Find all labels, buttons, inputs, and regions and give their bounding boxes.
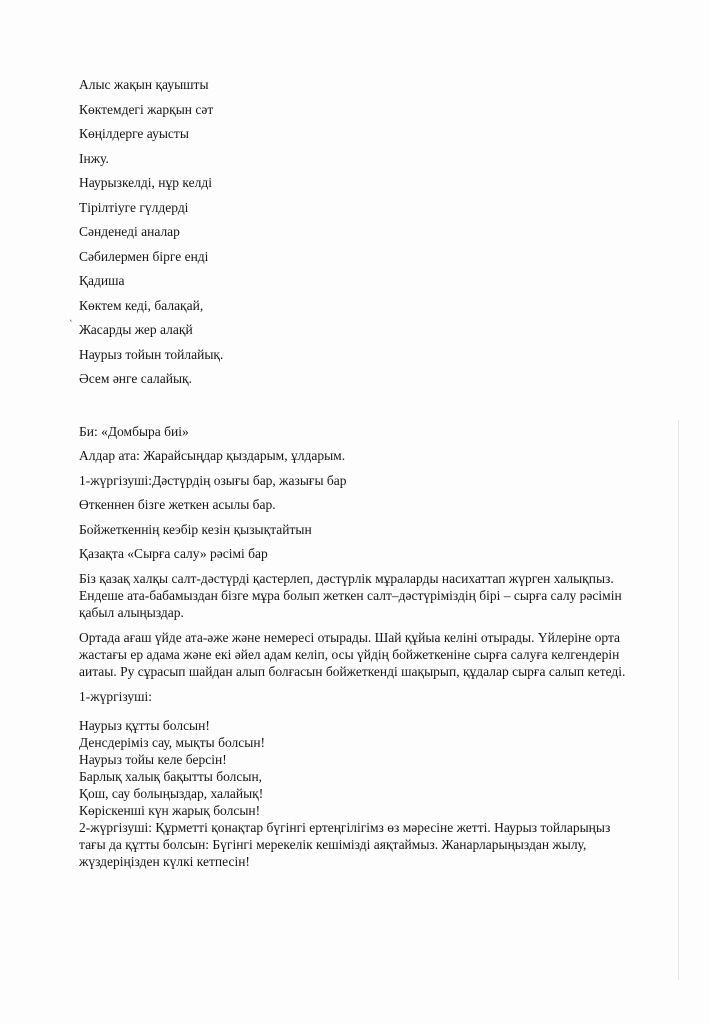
poem-line: Көңілдерге ауысты — [79, 126, 189, 141]
closing-paragraph: 2-жүргізуші: Құрметті қонақтар бүгінгі ертеңгілігімз өз мәресіне жетті. Наурыз тойларыңыз тағы да құтты болсын: Бүгінгі мерекелік кешімізді аяқтаймыз. Жанарларыңыздан жылу, жүздеріңізден күлкі кетпесін! — [79, 819, 611, 869]
poem-line: Көктемдегі жарқын сәт — [79, 101, 214, 117]
document-body — [79, 76, 639, 870]
poem-line: Жасарды жер алақй — [79, 322, 193, 337]
script-section — [79, 423, 639, 563]
paragraph: Біз қазақ халқы салт-дәстүрді қастерлеп, дәстүрлік мұраларды насихаттап жүрген халықпыз. Ендеше ата-бабамыздан бізге мұра болып жеткен салт–дәстүріміздің бірі – сырға салу рәсімін қабыл алыңыздар. — [79, 570, 622, 620]
poem-line: Көріскенші күн жарық болсын! — [79, 802, 261, 818]
speaker-name: Інжу. — [79, 150, 109, 166]
script-line: Қазақта «Сырға салу» рәсімі бар — [79, 546, 268, 561]
dance-heading: Би: «Домбыра биі» — [79, 423, 189, 439]
poem-line: Тірілтіуге гүлдерді — [79, 199, 189, 215]
speaker-name: Қадиша — [79, 273, 125, 288]
poem-line: Наурыз тойын тойлайық. — [79, 346, 224, 362]
poem-line: Қош, сау болыңыздар, халайық! — [79, 785, 264, 801]
paragraph: Ортада ағаш үйде ата-әже және немересі отырады. Шай құйыа келіні отырады. Үйлеріне орта жастағы ер адама және екі әйел адам келіп, осы үйдің бойжеткеніне сырға салуға келгендерін аитаы. Ру сұрасып шайдан алып болғасын бойжеткенді шақырып, құдалар сырға салып кетеді. — [79, 629, 626, 679]
poem-line: Көктем кеді, балақай, — [79, 297, 204, 313]
poem-line: Наурызкелді, нұр келді — [79, 175, 212, 190]
speaker-label: 1-жүргізуші: — [79, 688, 153, 704]
poem-stanza-1 — [79, 76, 639, 387]
scan-edge-shadow — [678, 420, 679, 980]
poem-line: Денсдеріміз сау, мықты болсын! — [79, 734, 266, 750]
poem-line: Алыс жақын қауышты — [79, 77, 209, 92]
poem-line: Барлық халық бақытты болсын, — [79, 768, 263, 784]
poem-line: Наурыз құтты болсын! — [79, 717, 210, 733]
script-line: Өткеннен бізге жеткен асылы бар. — [79, 497, 276, 512]
script-line: Алдар ата: Жарайсыңдар қыздарым, ұлдарым. — [79, 448, 346, 463]
poem-line: Наурыз тойы келе берсін! — [79, 751, 227, 767]
scan-speck: ` — [69, 320, 74, 330]
closing-poem — [79, 717, 639, 819]
poem-line: Әсем әнге салайық. — [79, 371, 192, 386]
script-line: Бойжеткеннің кеэбір кезін қызықтайтын — [79, 521, 312, 537]
poem-line: Сәбилермен бірге енді — [79, 248, 209, 264]
script-line: 1-жүргізуші:Дәстүрдің озығы бар, жазығы бар — [79, 472, 347, 488]
poem-line: Сәнденеді аналар — [79, 224, 180, 239]
